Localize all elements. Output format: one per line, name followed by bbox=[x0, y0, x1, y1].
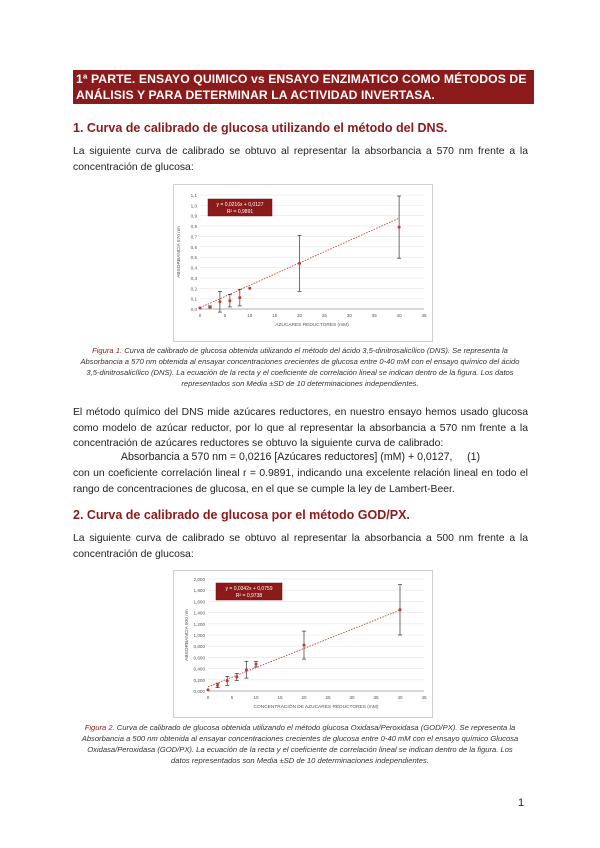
data-point bbox=[398, 226, 401, 229]
data-point bbox=[245, 668, 248, 671]
x-tick-label: 30 bbox=[346, 313, 352, 318]
y-axis-label: ABSORBANCIA 570 nm bbox=[177, 226, 182, 278]
y-tick-label: 0,9 bbox=[190, 213, 197, 219]
y-tick-label: 0,5 bbox=[190, 255, 197, 261]
section-1-paragraph-3: con un coeficiente correlación lineal r = 0.9891, indicando una excelente relación lineal en todo el rango de concentraciones de glucosa, en el que se cumple la ley de Lambert-Beer. bbox=[73, 468, 528, 495]
y-tick-label: 0,0 bbox=[190, 307, 197, 312]
x-tick-label: 0 bbox=[206, 695, 210, 700]
figure-2-label: Figura 2. bbox=[84, 723, 115, 732]
section-1-paragraph-2: El método químico del DNS mide azúcares reductores, en nuestro ensayo hemos usado glucosa como modelo de azúcar reductor, por lo que al representar la absorbancia a 570 nm frente a la concentración de azúcares reductores se obtuvo la siguiente curva de calibrado: bbox=[73, 407, 528, 449]
chart-2-frame bbox=[173, 570, 433, 718]
y-tick-label: 0,2 bbox=[190, 286, 197, 292]
x-tick-label: 15 bbox=[277, 695, 283, 700]
data-point bbox=[199, 306, 202, 309]
y-tick-label: 0,400 bbox=[193, 666, 205, 672]
y-tick-label: 0,3 bbox=[190, 275, 197, 281]
x-tick-label: 5 bbox=[230, 695, 234, 700]
banner-line-2: ANÁLISIS Y PARA DETERMINAR LA ACTIVIDAD INVERTASA. bbox=[76, 88, 435, 102]
y-tick-label: 1,0 bbox=[190, 203, 197, 209]
figure-1-label: Figura 1. bbox=[92, 346, 123, 355]
y-tick-label: 0,000 bbox=[193, 689, 205, 694]
figure-1-caption-text: Curva de calibrado de glucosa obtenida utilizando el método del ácido 3,5-dinitrosalicílico (DNS). Se representa la Absorbancia a 570 nm obtenida al ensayar concentraciones crecientes de glucosa entre 0-40 mM con el ensayo químico del ácido 3,5-dinitrosalicílico (DNS). La ecuación de la recta y el coeficiente de correlación lineal se indican dentro de la figura. Los datos representados son Media ±SD de 10 determinaciones independientes. bbox=[80, 346, 520, 388]
data-point bbox=[255, 663, 258, 666]
x-tick-label: 25 bbox=[325, 695, 331, 700]
y-tick-label: 2,000 bbox=[193, 577, 205, 582]
section-1-heading: 1. Curva de calibrado de glucosa utilizando el método del DNS. bbox=[73, 121, 448, 135]
data-point bbox=[208, 305, 211, 308]
x-tick-label: 25 bbox=[321, 313, 328, 318]
data-point bbox=[303, 644, 306, 647]
y-tick-label: 1,800 bbox=[193, 588, 205, 594]
x-axis-label: CONCENTRACIÓN DE AZUCARES REDUCTORES (mM) bbox=[253, 705, 379, 710]
x-tick-label: 40 bbox=[396, 313, 402, 318]
y-tick-label: 0,7 bbox=[190, 234, 197, 240]
y-tick-label: 0,600 bbox=[193, 655, 205, 661]
banner-line-1: 1ª PARTE. ENSAYO QUIMICO vs ENSAYO ENZIMATICO COMO MÉTODOS DE bbox=[76, 72, 527, 86]
y-tick-label: 1,600 bbox=[193, 599, 205, 605]
x-tick-label: 0 bbox=[198, 313, 202, 318]
page-number: 1 bbox=[518, 797, 525, 809]
x-tick-label: 35 bbox=[373, 695, 379, 700]
x-tick-label: 15 bbox=[272, 313, 278, 318]
y-tick-label: 1,400 bbox=[193, 610, 205, 616]
equation-label: y = 0,0342x + 0,0759 bbox=[225, 586, 273, 592]
data-point bbox=[228, 299, 231, 302]
x-tick-label: 20 bbox=[296, 313, 303, 318]
data-point bbox=[218, 300, 221, 303]
figure-2-caption bbox=[78, 722, 522, 766]
y-tick-label: 1,200 bbox=[193, 621, 205, 627]
x-tick-label: 45 bbox=[421, 695, 427, 700]
x-tick-label: 45 bbox=[421, 313, 427, 318]
y-tick-label: 0,200 bbox=[193, 677, 205, 683]
chart-1 bbox=[174, 185, 432, 341]
r2-label: R² = 0,9738 bbox=[235, 593, 263, 599]
data-point bbox=[399, 608, 402, 611]
y-tick-label: 0,1 bbox=[190, 296, 197, 302]
equation-label: y = 0,0216x + 0,0127 bbox=[216, 202, 264, 208]
x-tick-label: 30 bbox=[349, 695, 355, 700]
y-tick-label: 0,800 bbox=[193, 644, 205, 650]
data-point bbox=[235, 676, 238, 679]
equation-1 bbox=[73, 451, 528, 463]
x-tick-label: 40 bbox=[397, 695, 403, 700]
data-point bbox=[207, 688, 210, 691]
equation-1-text: Absorbancia a 570 nm = 0,0216 [Azúcares reductores] (mM) + 0,0127, bbox=[120, 451, 453, 463]
section-2-intro: La siguiente curva de calibrado se obtuvo al representar la absorbancia a 500 nm frente a la concentración de glucosa: bbox=[73, 533, 528, 560]
y-tick-label: 1,1 bbox=[190, 193, 197, 198]
part-banner bbox=[73, 70, 534, 104]
x-tick-label: 5 bbox=[223, 313, 227, 318]
figure-2-caption-text: Curva de calibrado de glucosa obtenida utilizando el método glucosa Oxidasa/Peroxidasa (GOD/PX). Se representa la Absorbancia a 500 nm obtenida al ensayar concentraciones crecientes de glucosa entre 0-40 mM con el ensayo químico Glucosa Oxidasa/Peroxidasa (GOD/PX). La ecuación de la recta y el coeficiente de correlación lineal se indican dentro de la figura. Los datos representados son Media ±SD de 10 determinaciones independientes. bbox=[81, 723, 519, 765]
x-tick-label: 10 bbox=[247, 313, 253, 318]
data-point bbox=[226, 679, 229, 682]
data-point bbox=[248, 287, 251, 290]
equation-1-number: (1) bbox=[467, 451, 481, 463]
y-tick-label: 0,4 bbox=[190, 265, 197, 271]
y-axis-label: ABSORBANCIA 500 nm bbox=[185, 609, 190, 661]
y-tick-label: 1,000 bbox=[193, 633, 205, 638]
x-tick-label: 35 bbox=[371, 313, 377, 318]
chart-2 bbox=[174, 571, 432, 717]
y-tick-label: 0,6 bbox=[190, 244, 197, 250]
data-point bbox=[298, 262, 301, 265]
section-1-intro: La siguiente curva de calibrado se obtuvo al representar la absorbancia a 570 nm frente a la concentración de glucosa: bbox=[73, 146, 528, 173]
y-tick-label: 0,8 bbox=[190, 224, 197, 230]
x-tick-label: 10 bbox=[253, 695, 259, 700]
x-tick-label: 20 bbox=[301, 695, 307, 700]
r2-label: R² = 0,9891 bbox=[226, 209, 254, 215]
figure-1-caption bbox=[80, 345, 520, 389]
section-2-heading: 2. Curva de calibrado de glucosa por el método GOD/PX. bbox=[73, 508, 410, 522]
x-axis-label: AZUCARES REDUCTORES (mM) bbox=[275, 323, 349, 328]
data-point bbox=[238, 296, 241, 299]
chart-1-frame bbox=[173, 184, 433, 342]
data-point bbox=[216, 684, 219, 687]
